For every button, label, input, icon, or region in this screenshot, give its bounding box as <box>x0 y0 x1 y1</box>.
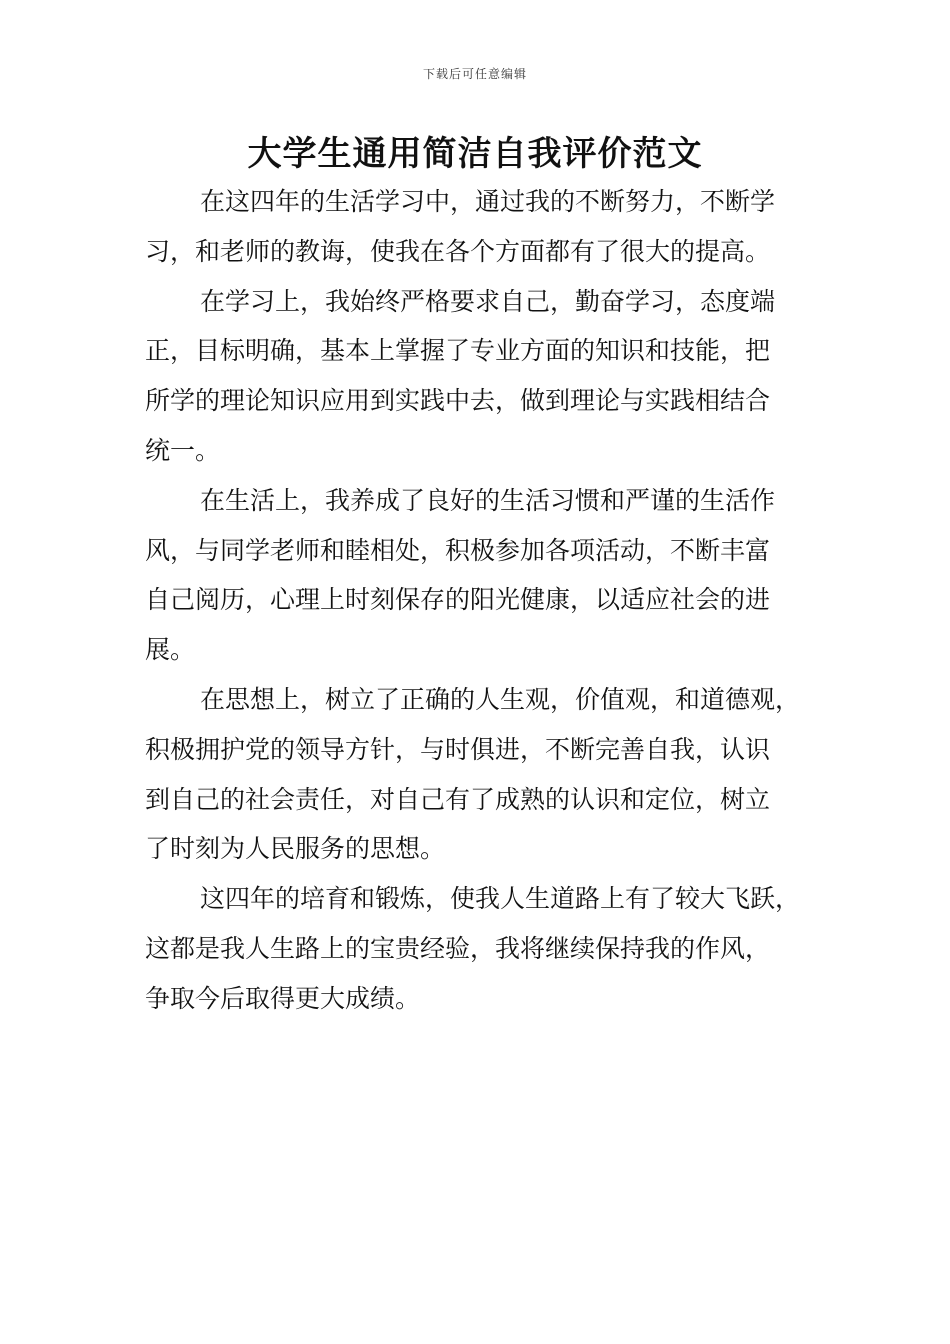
paragraph-line: 在思想上，树立了正确的人生观，价值观，和道德观， <box>200 684 801 714</box>
paragraph <box>145 277 825 476</box>
paragraph-line: 展。 <box>145 635 196 665</box>
paragraph-line: 这四年的培育和锻炼，使我人生道路上有了较大飞跃， <box>200 884 801 914</box>
paragraph-line: 了时刻为人民服务的思想。 <box>145 834 446 864</box>
paragraph-line: 风，与同学老师和睦相处，积极参加各项活动，不断丰富 <box>145 535 771 565</box>
header-note: 下载后可任意编辑 <box>422 67 527 81</box>
paragraph-line: 统一。 <box>145 435 221 465</box>
paragraph-line: 到自己的社会责任，对自己有了成熟的认识和定位，树立 <box>145 784 771 814</box>
paragraph-line: 习，和老师的教诲，使我在各个方面都有了很大的提高。 <box>145 236 771 266</box>
paragraph-line: 这都是我人生路上的宝贵经验，我将继续保持我的作风， <box>145 933 771 963</box>
document-body <box>145 177 825 1024</box>
paragraph <box>145 675 825 874</box>
paragraph-line: 积极拥护党的领导方针，与时俱进，不断完善自我，认识 <box>145 734 771 764</box>
paragraph-line: 在这四年的生活学习中，通过我的不断努力，不断学 <box>200 187 776 216</box>
paragraph <box>145 874 825 1023</box>
paragraph-line: 争取今后取得更大成绩。 <box>145 983 421 1013</box>
paragraph <box>145 476 825 675</box>
paragraph-line: 所学的理论知识应用到实践中去，做到理论与实践相结合 <box>145 386 771 416</box>
document-title: 大学生通用简洁自我评价范文 <box>247 134 703 174</box>
paragraph-line: 自己阅历，心理上时刻保存的阳光健康，以适应社会的进 <box>145 585 771 615</box>
paragraph <box>145 177 825 277</box>
paragraph-line: 在生活上，我养成了良好的生活习惯和严谨的生活作 <box>200 485 776 515</box>
paragraph-line: 在学习上，我始终严格要求自己，勤奋学习，态度端 <box>200 286 776 316</box>
paragraph-line: 正，目标明确，基本上掌握了专业方面的知识和技能，把 <box>145 336 771 366</box>
